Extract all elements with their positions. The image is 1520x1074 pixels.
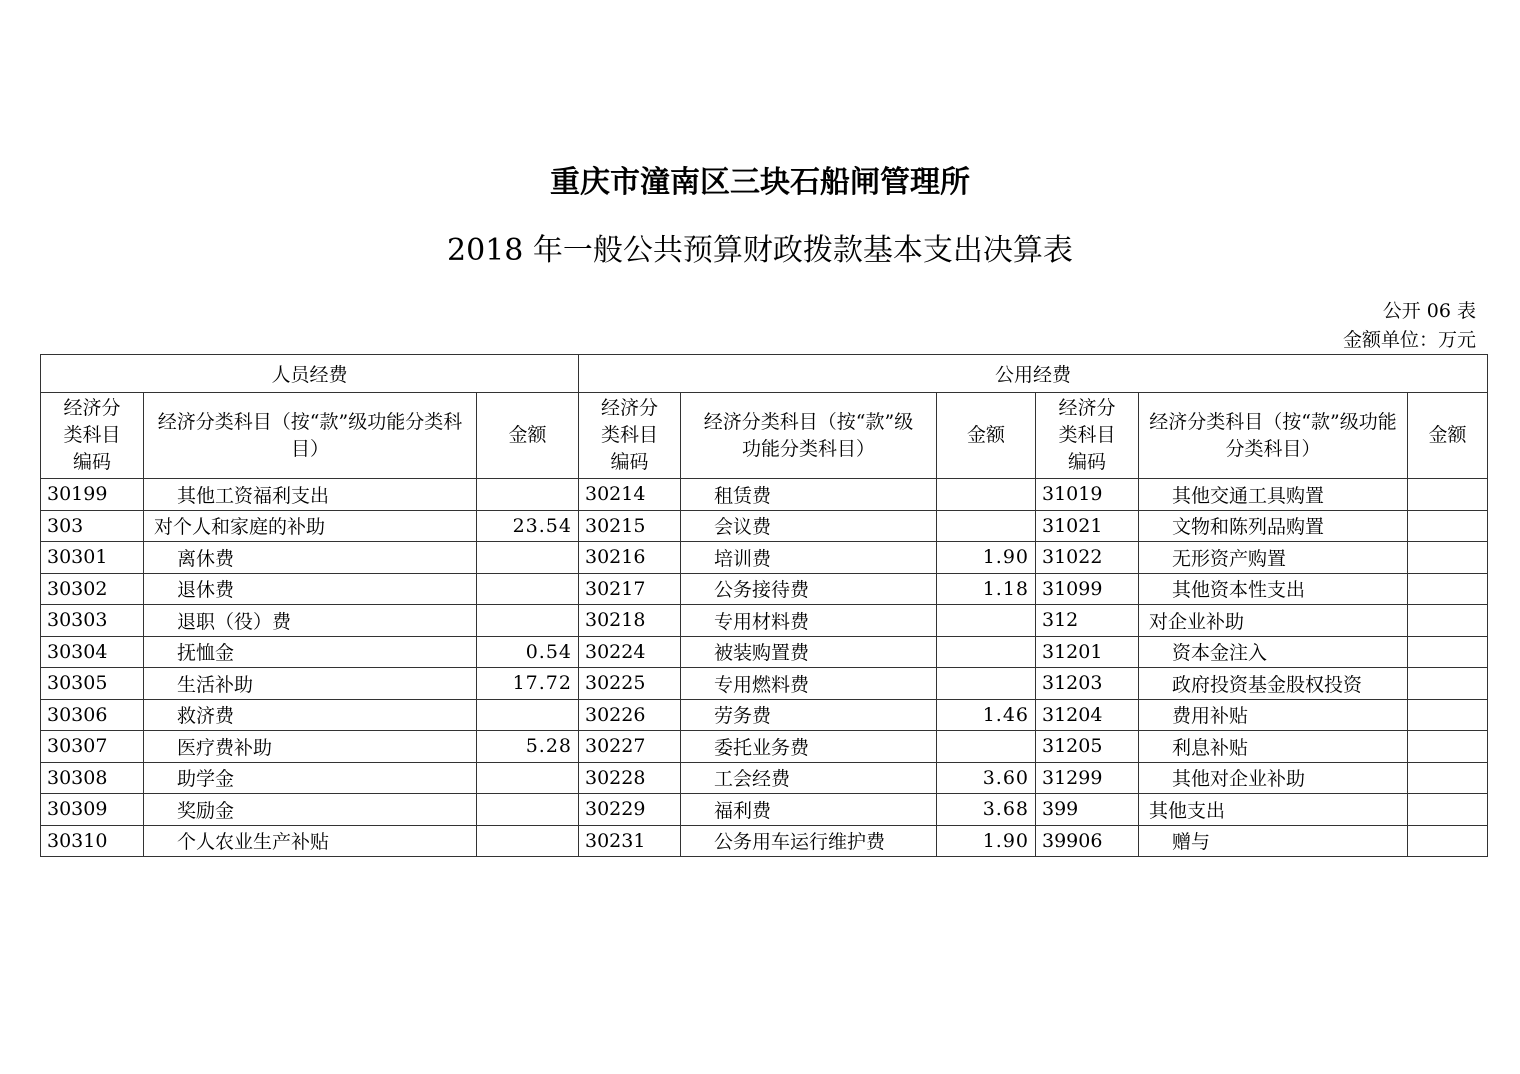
row-amount	[937, 636, 1036, 668]
row-name: 租赁费	[681, 479, 937, 511]
table-row	[41, 573, 1488, 605]
row-code: 30226	[579, 699, 681, 731]
row-code: 31299	[1036, 762, 1139, 794]
row-code: 399	[1036, 794, 1139, 826]
row-code: 31021	[1036, 510, 1139, 542]
row-name: 离休费	[144, 542, 477, 574]
row-name: 政府投资基金股权投资	[1139, 668, 1408, 700]
row-amount	[937, 479, 1036, 511]
row-amount: 1.18	[937, 573, 1036, 605]
row-code: 31019	[1036, 479, 1139, 511]
row-amount	[1408, 794, 1488, 826]
amount-unit: 金额单位：万元	[1342, 329, 1476, 351]
row-amount	[1408, 668, 1488, 700]
column-header-row	[41, 393, 1488, 479]
table-row	[41, 542, 1488, 574]
row-name: 生活补助	[144, 668, 477, 700]
row-code: 30308	[41, 762, 144, 794]
row-amount	[937, 605, 1036, 637]
row-amount: 3.68	[937, 794, 1036, 826]
row-amount	[477, 825, 579, 857]
table-row	[41, 479, 1488, 511]
row-code: 30199	[41, 479, 144, 511]
row-code: 30309	[41, 794, 144, 826]
table-row	[41, 668, 1488, 700]
row-amount: 0.54	[477, 636, 579, 668]
header-name: 经济分类科目（按“款”级功能分类科目）	[681, 393, 937, 479]
row-code: 30225	[579, 668, 681, 700]
row-amount	[477, 479, 579, 511]
row-code: 30216	[579, 542, 681, 574]
row-code: 30214	[579, 479, 681, 511]
row-name: 福利费	[681, 794, 937, 826]
row-amount	[1408, 479, 1488, 511]
row-amount	[1408, 762, 1488, 794]
row-code: 30218	[579, 605, 681, 637]
row-amount	[477, 699, 579, 731]
row-name: 对企业补助	[1139, 605, 1408, 637]
row-name: 公务接待费	[681, 573, 937, 605]
section-header-row	[41, 355, 1488, 393]
row-amount	[477, 794, 579, 826]
row-amount	[477, 573, 579, 605]
row-code: 31022	[1036, 542, 1139, 574]
row-code: 30224	[579, 636, 681, 668]
table-row	[41, 510, 1488, 542]
row-amount	[1408, 731, 1488, 763]
row-name: 专用燃料费	[681, 668, 937, 700]
row-code: 30228	[579, 762, 681, 794]
report-title-unit: 重庆市潼南区三块石船闸管理所	[550, 165, 970, 200]
section-public: 公用经费	[579, 355, 1488, 393]
row-name: 其他工资福利支出	[144, 479, 477, 511]
row-code: 30306	[41, 699, 144, 731]
row-code: 31201	[1036, 636, 1139, 668]
row-name: 医疗费补助	[144, 731, 477, 763]
row-amount	[477, 762, 579, 794]
table-row	[41, 731, 1488, 763]
row-name: 对个人和家庭的补助	[144, 510, 477, 542]
header-amount: 金额	[1408, 393, 1488, 479]
row-code: 31204	[1036, 699, 1139, 731]
row-name: 救济费	[144, 699, 477, 731]
row-code: 30217	[579, 573, 681, 605]
row-name: 会议费	[681, 510, 937, 542]
row-name: 资本金注入	[1139, 636, 1408, 668]
section-personnel: 人员经费	[41, 355, 579, 393]
table-row	[41, 794, 1488, 826]
row-name: 工会经费	[681, 762, 937, 794]
table-row	[41, 636, 1488, 668]
row-amount	[1408, 699, 1488, 731]
row-name: 退休费	[144, 573, 477, 605]
row-amount	[937, 731, 1036, 763]
row-amount	[1408, 573, 1488, 605]
row-code: 30305	[41, 668, 144, 700]
row-code: 30310	[41, 825, 144, 857]
row-name: 助学金	[144, 762, 477, 794]
table-row	[41, 825, 1488, 857]
row-name: 被装购置费	[681, 636, 937, 668]
row-code: 30303	[41, 605, 144, 637]
header-amount: 金额	[477, 393, 579, 479]
row-name: 其他交通工具购置	[1139, 479, 1408, 511]
header-code: 经济分类科目编码	[1036, 393, 1139, 479]
row-amount: 17.72	[477, 668, 579, 700]
row-amount	[1408, 825, 1488, 857]
row-code: 30231	[579, 825, 681, 857]
row-amount: 3.60	[937, 762, 1036, 794]
row-code: 30227	[579, 731, 681, 763]
row-code: 30229	[579, 794, 681, 826]
header-code: 经济分类科目编码	[579, 393, 681, 479]
header-amount: 金额	[937, 393, 1036, 479]
row-name: 抚恤金	[144, 636, 477, 668]
row-code: 303	[41, 510, 144, 542]
row-amount: 23.54	[477, 510, 579, 542]
row-name: 其他对企业补助	[1139, 762, 1408, 794]
table-body	[41, 479, 1488, 857]
row-code: 30302	[41, 573, 144, 605]
row-code: 30301	[41, 542, 144, 574]
header-code: 经济分类科目编码	[41, 393, 144, 479]
header-name: 经济分类科目（按“款”级功能分类科目）	[144, 393, 477, 479]
row-amount: 5.28	[477, 731, 579, 763]
row-name: 奖励金	[144, 794, 477, 826]
table-number: 公开 06 表	[1382, 300, 1476, 322]
row-name: 其他支出	[1139, 794, 1408, 826]
row-amount	[937, 668, 1036, 700]
table-row	[41, 699, 1488, 731]
row-name: 文物和陈列品购置	[1139, 510, 1408, 542]
row-name: 劳务费	[681, 699, 937, 731]
row-name: 委托业务费	[681, 731, 937, 763]
row-name: 费用补贴	[1139, 699, 1408, 731]
row-name: 公务用车运行维护费	[681, 825, 937, 857]
row-amount	[477, 605, 579, 637]
row-code: 31203	[1036, 668, 1139, 700]
header-name: 经济分类科目（按“款”级功能分类科目）	[1139, 393, 1408, 479]
row-name: 无形资产购置	[1139, 542, 1408, 574]
row-name: 个人农业生产补贴	[144, 825, 477, 857]
row-code: 31205	[1036, 731, 1139, 763]
row-code: 30307	[41, 731, 144, 763]
row-amount: 1.46	[937, 699, 1036, 731]
row-code: 39906	[1036, 825, 1139, 857]
row-name: 利息补贴	[1139, 731, 1408, 763]
row-name: 其他资本性支出	[1139, 573, 1408, 605]
row-amount	[477, 542, 579, 574]
row-amount	[937, 510, 1036, 542]
table-row	[41, 762, 1488, 794]
row-name: 赠与	[1139, 825, 1408, 857]
row-amount	[1408, 542, 1488, 574]
report-title-main: 2018 年一般公共预算财政拨款基本支出决算表	[447, 233, 1073, 268]
row-amount: 1.90	[937, 542, 1036, 574]
row-amount	[1408, 510, 1488, 542]
row-amount: 1.90	[937, 825, 1036, 857]
row-code: 30215	[579, 510, 681, 542]
row-code: 312	[1036, 605, 1139, 637]
row-name: 退职（役）费	[144, 605, 477, 637]
row-name: 专用材料费	[681, 605, 937, 637]
row-code: 30304	[41, 636, 144, 668]
row-code: 31099	[1036, 573, 1139, 605]
table-row	[41, 605, 1488, 637]
row-amount	[1408, 605, 1488, 637]
expenditure-table	[40, 354, 1488, 857]
row-name: 培训费	[681, 542, 937, 574]
row-amount	[1408, 636, 1488, 668]
